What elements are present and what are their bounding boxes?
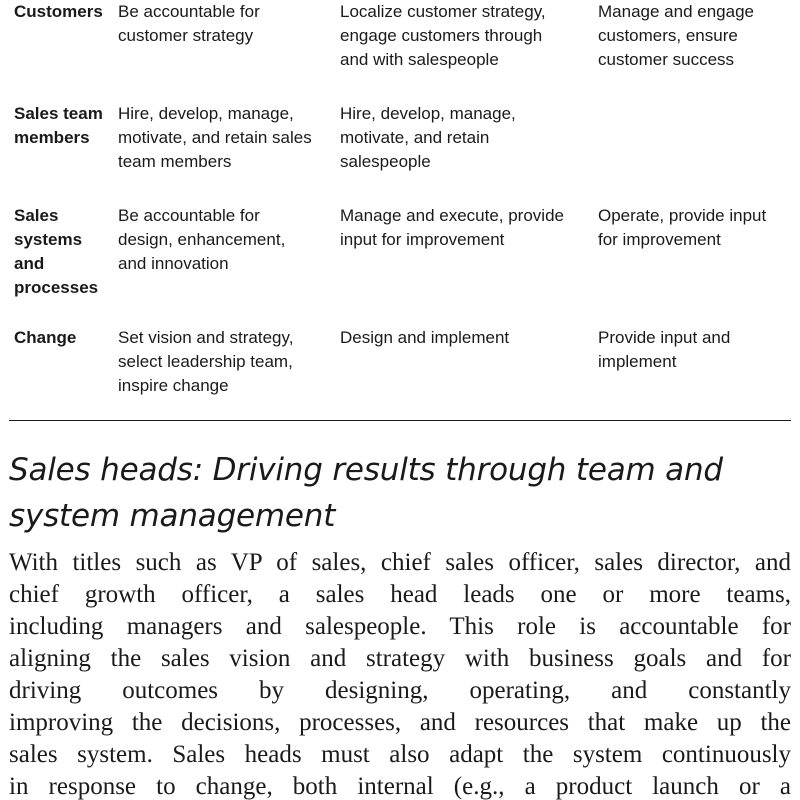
table-cell: Operate, provide input for improvement xyxy=(598,206,767,249)
table-cell: Hire, develop, manage, motivate, and retain sales team members xyxy=(118,104,312,171)
section-heading: Sales heads: Driving results through team and system management xyxy=(9,452,723,534)
table-cell: Be accountable for design, enhancement, and innovation xyxy=(118,206,286,273)
table-cell: Manage and engage customers, ensure customer success xyxy=(598,2,754,69)
row-label: Sales systems and processes xyxy=(14,206,99,297)
body-paragraph: With titles such as VP of sales, chief sales officer, sales director, and chief growth officer, a sales head leads one or more teams, including managers and salespeople. This role is accountable for aligning the sales vision and strategy with business goals and for driving outcomes by designing, operating, and constantly improving the decisions, processes, and resources that make up the sales system. Sales heads must also adapt the system continuously in response to change, both internal (e.g., a product launch or a xyxy=(9,549,791,800)
table-cell: Set vision and strategy, select leadership team, inspire change xyxy=(118,328,294,395)
table-cell: Be accountable for customer strategy xyxy=(118,2,260,45)
table-cell: Manage and execute, provide input for improvement xyxy=(340,206,564,249)
row-label: Sales team members xyxy=(14,104,103,147)
row-label: Customers xyxy=(14,2,103,21)
table-cell: Hire, develop, manage, motivate, and retain salespeople xyxy=(340,104,516,171)
table-cell: Design and implement xyxy=(340,328,510,347)
row-label: Change xyxy=(14,328,77,347)
table-cell: Provide input and implement xyxy=(598,328,731,371)
table-cell: Localize customer strategy, engage customers through and with salespeople xyxy=(340,2,546,69)
table-bottom-rule xyxy=(9,420,791,421)
